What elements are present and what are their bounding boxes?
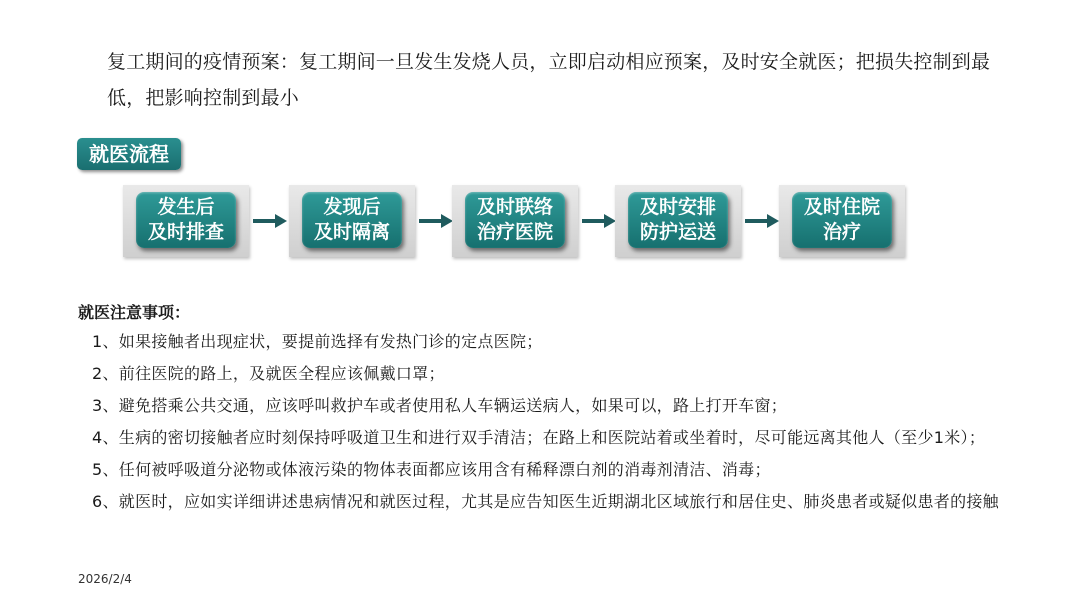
step-line-1: 及时住院 xyxy=(803,196,880,218)
arrow-right-icon xyxy=(419,212,453,230)
arrow-right-icon xyxy=(745,212,779,230)
process-step-3 xyxy=(465,192,565,248)
notes-heading: 就医注意事项： xyxy=(78,303,191,322)
process-step-4 xyxy=(628,192,728,248)
step-line-1: 及时安排 xyxy=(639,196,716,218)
process-step-2 xyxy=(302,192,402,248)
list-item: 5、任何被呼吸道分泌物或体液污染的物体表面都应该用含有稀释漂白剂的消毒剂清洁、消毒； xyxy=(92,460,771,479)
process-step-frame xyxy=(123,185,249,257)
step-line-2: 及时隔离 xyxy=(313,221,390,243)
step-line-2: 防护运送 xyxy=(639,221,716,243)
process-step-5 xyxy=(792,192,892,248)
footer-date: 2026/2/4 xyxy=(78,572,132,586)
step-line-1: 发现后 xyxy=(323,196,381,218)
process-step-frame xyxy=(615,185,741,257)
list-item: 2、前往医院的路上，及就医全程应该佩戴口罩； xyxy=(92,364,445,383)
process-step-frame xyxy=(779,185,905,257)
step-line-1: 及时联络 xyxy=(476,196,553,218)
arrow-right-icon xyxy=(582,212,616,230)
list-item: 3、避免搭乘公共交通，应该呼叫救护车或者使用私人车辆运送病人，如果可以，路上打开车窗； xyxy=(92,396,788,415)
process-flow xyxy=(123,185,909,257)
step-line-2: 治疗医院 xyxy=(476,221,553,243)
process-step-1 xyxy=(136,192,236,248)
intro-paragraph: 复工期间的疫情预案：复工期间一旦发生发烧人员，立即启动相应预案，及时安全就医；把损失控制到最低，把影响控制到最小 xyxy=(107,51,991,109)
arrow-right-icon xyxy=(253,212,287,230)
list-item: 4、生病的密切接触者应时刻保持呼吸道卫生和进行双手清洁；在路上和医院站着或坐着时，尽可能远离其他人（至少1米）； xyxy=(92,428,986,447)
notes-list xyxy=(92,326,1080,518)
section-title-medical-process: 就医流程 xyxy=(77,138,181,170)
process-step-frame xyxy=(289,185,415,257)
step-line-1: 发生后 xyxy=(157,196,215,218)
step-line-2: 治疗 xyxy=(822,221,861,243)
list-item: 6、就医时，应如实详细讲述患病情况和就医过程，尤其是应告知医生近期湖北区域旅行和居住史、肺炎患者或疑似患者的接触 xyxy=(92,492,999,511)
process-step-frame xyxy=(452,185,578,257)
list-item: 1、如果接触者出现症状，要提前选择有发热门诊的定点医院； xyxy=(92,332,543,351)
step-line-2: 及时排查 xyxy=(147,221,224,243)
